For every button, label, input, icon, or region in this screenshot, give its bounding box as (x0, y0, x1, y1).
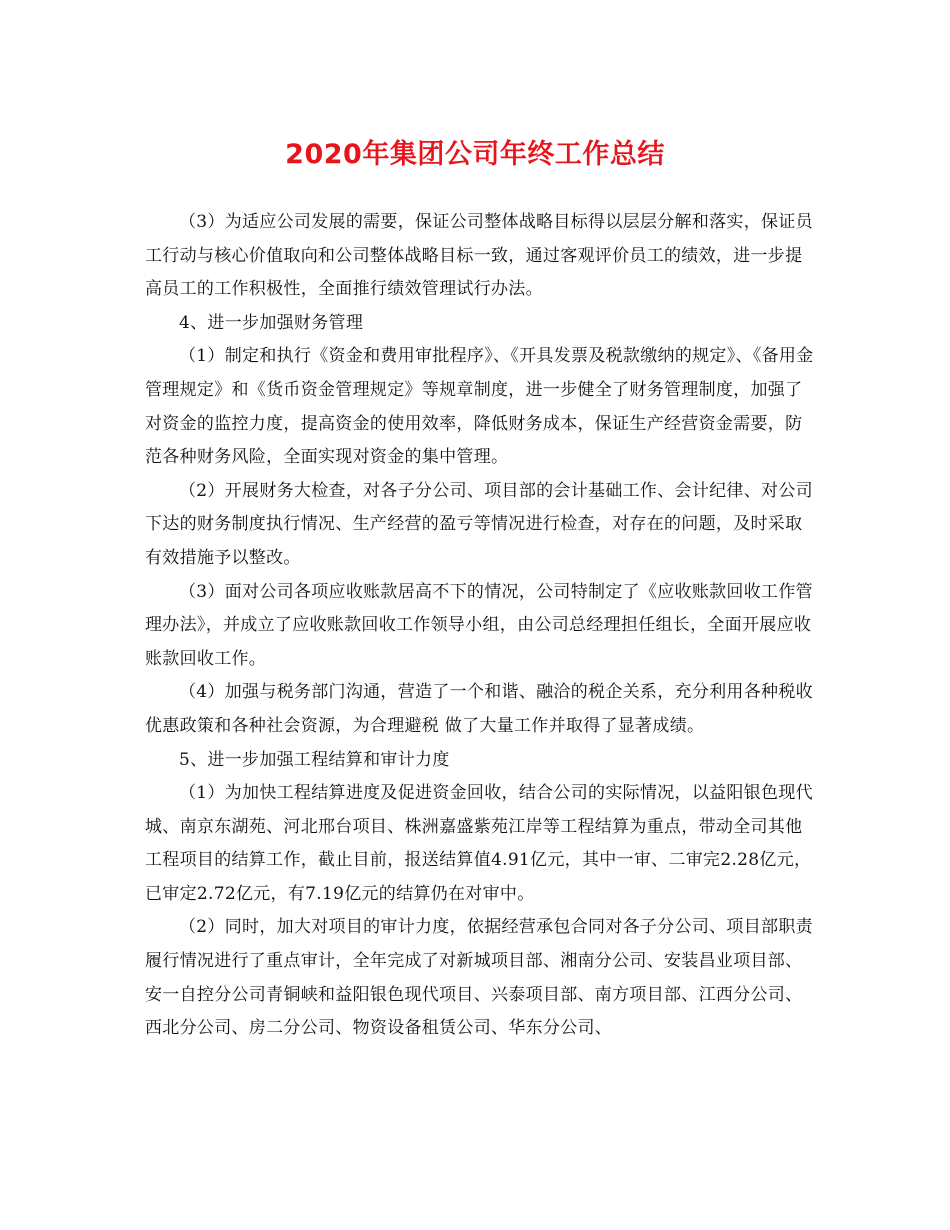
paragraph: （4）加强与税务部门沟通，营造了一个和谐、融洽的税企关系，充分利用各种税收优惠政策和各种社会资源，为合理避税 做了大量工作并取得了显著成绩。 (145, 682, 813, 736)
paragraph: （3）面对公司各项应收账款居高不下的情况，公司特制定了《应收账款回收工作管理办法》，并成立了应收账款回收工作领导小组，由公司总经理担任组长，全面开展应收账款回收工作。 (145, 581, 813, 669)
paragraph: （2）开展财务大检查，对各子分公司、项目部的会计基础工作、会计纪律、对公司下达的财务制度执行情况、生产经营的盈亏等情况进行检查，对存在的问题，及时采取有效措施予以整改。 (145, 480, 813, 568)
section-heading: 5、进一步加强工程结算和审计力度 (179, 749, 450, 770)
paragraph: （1）制定和执行《资金和费用审批程序》、《开具发票及税款缴纳的规定》、《备用金管理规定》和《货币资金管理规定》等规章制度，进一步健全了财务管理制度，加强了对资金的监控力度，提高资金的使用效率，降低财务成本，保证生产经营资金需要，防范各种财务风险，全面实现对资金的集中管理。 (145, 346, 814, 468)
document-body (145, 206, 815, 1046)
paragraph: （2）同时，加大对项目的审计力度，依据经营承包合同对各子分公司、项目部职责履行情况进行了重点审计，全年完成了对新城项目部、湘南分公司、安装昌业项目部、安一自控分公司青铜峡和益阳银色现代项目、兴泰项目部、南方项目部、江西分公司、西北分公司、房二分公司、物资设备租赁公司、华东分公司、 (145, 917, 813, 1039)
paragraph: （3）为适应公司发展的需要，保证公司整体战略目标得以层层分解和落实，保证员工行动与核心价值取向和公司整体战略目标一致，通过客观评价员工的绩效，进一步提高员工的工作积极性，全面推行绩效管理试行办法。 (145, 212, 813, 300)
paragraph: （1）为加快工程结算进度及促进资金回收，结合公司的实际情况，以益阳银色现代城、南京东湖苑、河北邢台项目、株洲嘉盛紫苑江岸等工程结算为重点，带动全司其他工程项目的结算工作，截止目前，报送结算值4.91亿元，其中一审、二审完2.28亿元，已审定2.72亿元，有7.19亿元的结算仍在对审中。 (145, 783, 813, 904)
document-title: 2020年集团公司年终工作总结 (285, 139, 665, 170)
section-heading: 4、进一步加强财务管理 (179, 312, 364, 333)
